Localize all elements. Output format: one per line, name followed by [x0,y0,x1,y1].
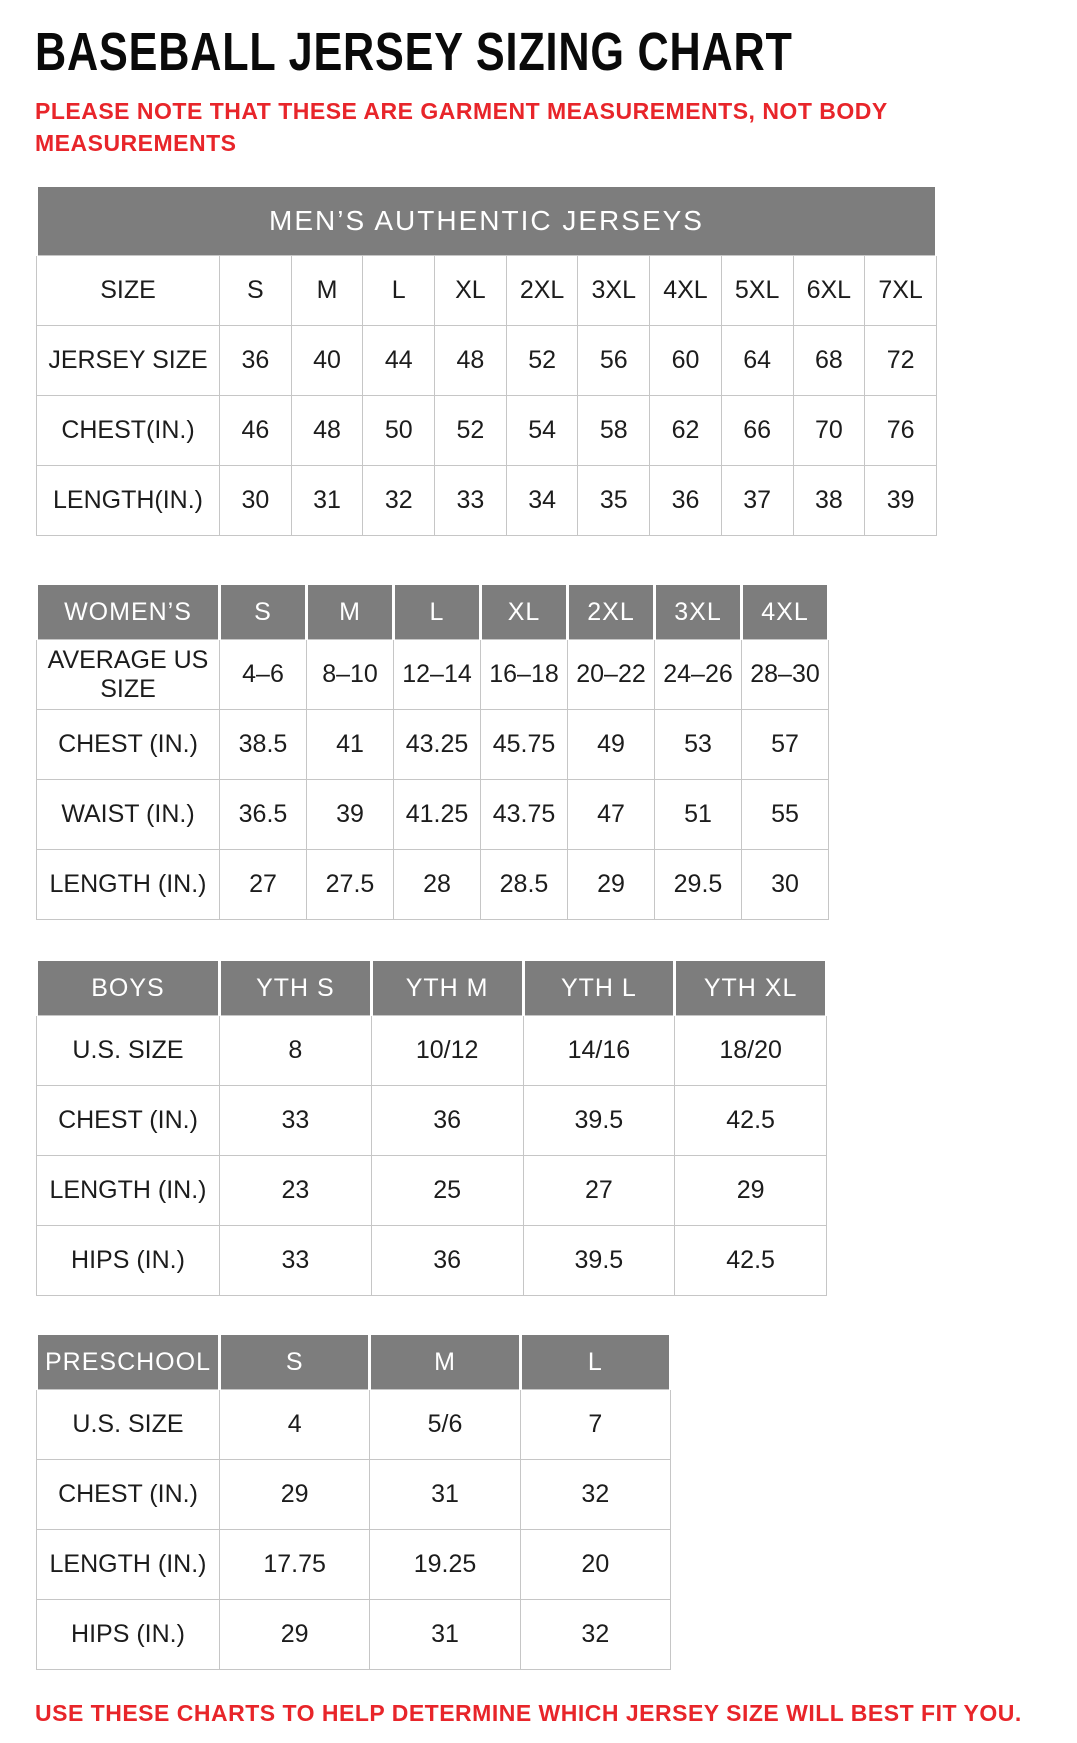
value-cell: 8 [220,1016,372,1086]
page-title [35,24,1050,81]
value-cell: 32 [520,1600,670,1670]
row-label-cell: AVERAGE US SIZE [37,640,220,710]
value-cell: 56 [578,326,650,396]
value-cell: 14/16 [523,1016,675,1086]
row-label-cell: SIZE [37,256,220,326]
value-cell: 33 [435,466,507,536]
preschool-table-title: PRESCHOOL [37,1334,220,1390]
value-cell: 66 [721,396,793,466]
value-cell: 41 [307,710,394,780]
row-label-cell: LENGTH (IN.) [37,1530,220,1600]
row-label-cell: LENGTH (IN.) [37,1156,220,1226]
value-cell: 3XL [578,256,650,326]
value-cell: 47 [568,780,655,850]
value-cell: 10/12 [371,1016,523,1086]
value-cell: 8–10 [307,640,394,710]
value-cell: 5/6 [370,1390,520,1460]
value-cell: 27 [523,1156,675,1226]
boys-sizing-table [35,958,828,1296]
mens-sizing-table [35,184,938,536]
value-cell: 32 [363,466,435,536]
footer-note: USE THESE CHARTS TO HELP DETERMINE WHICH JERSEY SIZE WILL BEST FIT YOU. [35,1700,1022,1726]
table-row [37,640,829,710]
table-header-row [37,186,937,256]
table-row [37,1226,827,1296]
column-header-cell: YTH L [523,960,675,1016]
value-cell: 29 [675,1156,827,1226]
table-row [37,1016,827,1086]
womens-table-title: WOMEN’S [37,584,220,640]
value-cell: 33 [220,1226,372,1296]
table-row [37,1156,827,1226]
value-cell: 36 [371,1226,523,1296]
table-row [37,396,937,466]
value-cell: 29.5 [655,850,742,920]
column-header-cell: 3XL [655,584,742,640]
value-cell: 38.5 [220,710,307,780]
value-cell: 6XL [793,256,865,326]
column-header-cell: L [394,584,481,640]
table-row [37,1460,671,1530]
column-header-cell: YTH XL [675,960,827,1016]
column-header-cell: M [370,1334,520,1390]
value-cell: 42.5 [675,1086,827,1156]
value-cell: 17.75 [220,1530,370,1600]
value-cell: 35 [578,466,650,536]
table-header-row [37,584,829,640]
value-cell: 39.5 [523,1086,675,1156]
column-header-cell: 4XL [742,584,829,640]
value-cell: 29 [220,1460,370,1530]
value-cell: 33 [220,1086,372,1156]
table-row [37,710,829,780]
womens-sizing-table [35,582,830,920]
value-cell: 4 [220,1390,370,1460]
value-cell: 2XL [506,256,578,326]
value-cell: 55 [742,780,829,850]
value-cell: 31 [370,1600,520,1670]
value-cell: 31 [291,466,363,536]
column-header-cell: M [307,584,394,640]
value-cell: 16–18 [481,640,568,710]
value-cell: 49 [568,710,655,780]
row-label-cell: U.S. SIZE [37,1390,220,1460]
value-cell: 44 [363,326,435,396]
row-label-cell: JERSEY SIZE [37,326,220,396]
table-row [37,780,829,850]
value-cell: 12–14 [394,640,481,710]
value-cell: 39 [865,466,937,536]
value-cell: 28–30 [742,640,829,710]
table-header-row [37,960,827,1016]
value-cell: 36 [371,1086,523,1156]
value-cell: 57 [742,710,829,780]
value-cell: 32 [520,1460,670,1530]
table-row [37,1530,671,1600]
value-cell: 19.25 [370,1530,520,1600]
value-cell: 31 [370,1460,520,1530]
column-header-cell: L [520,1334,670,1390]
column-header-cell: XL [481,584,568,640]
table-row [37,466,937,536]
row-label-cell: LENGTH (IN.) [37,850,220,920]
value-cell: 51 [655,780,742,850]
boys-table-title: BOYS [37,960,220,1016]
page-title-text: BASEBALL JERSEY SIZING CHART [35,22,793,82]
value-cell: 72 [865,326,937,396]
value-cell: 7XL [865,256,937,326]
value-cell: 37 [721,466,793,536]
value-cell: 64 [721,326,793,396]
value-cell: 29 [220,1600,370,1670]
row-label-cell: LENGTH(IN.) [37,466,220,536]
value-cell: 36 [650,466,722,536]
value-cell: 50 [363,396,435,466]
value-cell: 46 [220,396,292,466]
value-cell: 70 [793,396,865,466]
row-label-cell: CHEST(IN.) [37,396,220,466]
column-header-cell: S [220,1334,370,1390]
value-cell: 43.75 [481,780,568,850]
column-header-cell: 2XL [568,584,655,640]
value-cell: M [291,256,363,326]
column-header-cell: YTH M [371,960,523,1016]
value-cell: 52 [506,326,578,396]
value-cell: 40 [291,326,363,396]
value-cell: 28.5 [481,850,568,920]
value-cell: 53 [655,710,742,780]
value-cell: 38 [793,466,865,536]
row-label-cell: HIPS (IN.) [37,1226,220,1296]
row-label-cell: HIPS (IN.) [37,1600,220,1670]
value-cell: 43.25 [394,710,481,780]
row-label-cell: CHEST (IN.) [37,710,220,780]
value-cell: 48 [435,326,507,396]
value-cell: 62 [650,396,722,466]
value-cell: 20 [520,1530,670,1600]
value-cell: 25 [371,1156,523,1226]
value-cell: 29 [568,850,655,920]
value-cell: 34 [506,466,578,536]
value-cell: 76 [865,396,937,466]
table-row [37,256,937,326]
value-cell: 23 [220,1156,372,1226]
value-cell: L [363,256,435,326]
value-cell: 48 [291,396,363,466]
value-cell: S [220,256,292,326]
value-cell: 30 [220,466,292,536]
value-cell: 60 [650,326,722,396]
value-cell: 36 [220,326,292,396]
table-row [37,1390,671,1460]
value-cell: 30 [742,850,829,920]
garment-measurements-note: PLEASE NOTE THAT THESE ARE GARMENT MEASUREMENTS, NOT BODY MEASUREMENTS [35,97,888,157]
table-row [37,1086,827,1156]
value-cell: 39 [307,780,394,850]
row-label-cell: CHEST (IN.) [37,1086,220,1156]
value-cell: 54 [506,396,578,466]
value-cell: XL [435,256,507,326]
value-cell: 4–6 [220,640,307,710]
row-label-cell: WAIST (IN.) [37,780,220,850]
column-header-cell: YTH S [220,960,372,1016]
table-header-row [37,1334,671,1390]
table-row [37,326,937,396]
value-cell: 7 [520,1390,670,1460]
value-cell: 5XL [721,256,793,326]
value-cell: 58 [578,396,650,466]
value-cell: 28 [394,850,481,920]
value-cell: 36.5 [220,780,307,850]
table-row [37,1600,671,1670]
preschool-sizing-table [35,1332,672,1670]
column-header-cell: S [220,584,307,640]
table-row [37,850,829,920]
value-cell: 42.5 [675,1226,827,1296]
mens-table-title: MEN’S AUTHENTIC JERSEYS [37,186,937,256]
value-cell: 68 [793,326,865,396]
value-cell: 41.25 [394,780,481,850]
row-label-cell: U.S. SIZE [37,1016,220,1086]
value-cell: 39.5 [523,1226,675,1296]
value-cell: 27.5 [307,850,394,920]
value-cell: 4XL [650,256,722,326]
value-cell: 20–22 [568,640,655,710]
row-label-cell: CHEST (IN.) [37,1460,220,1530]
value-cell: 52 [435,396,507,466]
value-cell: 18/20 [675,1016,827,1086]
value-cell: 24–26 [655,640,742,710]
value-cell: 27 [220,850,307,920]
value-cell: 45.75 [481,710,568,780]
